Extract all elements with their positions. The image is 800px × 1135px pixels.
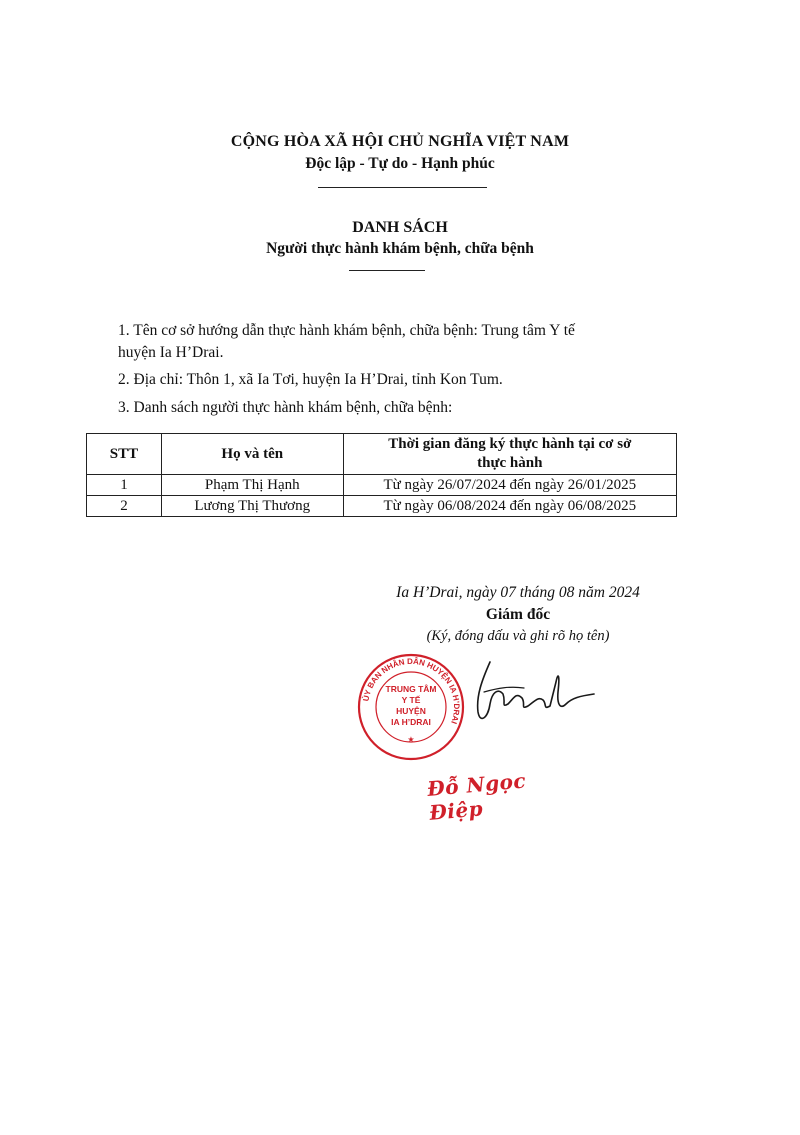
header-divider [318,187,487,188]
row-stt: 1 [87,475,162,496]
practitioner-table [86,433,677,517]
document-title: DANH SÁCH [352,219,448,236]
stamp-outer-text: ỦY BAN NHÂN DÂN HUYỆN IA H’DRAI [361,656,462,726]
address-paragraph: 2. Địa chỉ: Thôn 1, xã Ia Tơi, huyện Ia H’Drai, tỉnh Kon Tum. [118,371,503,388]
header-name: Họ và tên [161,434,343,475]
signer-name: Đỗ Ngọc Điệp [426,768,528,825]
stamp-line-2: Y TẾ [401,695,421,705]
header-period-line-1: Thời gian đăng ký thực hành tại cơ sở [388,436,632,452]
signer-role: Giám đốc [485,606,551,623]
table-row [87,496,677,517]
facility-line-1: 1. Tên cơ sở hướng dẫn thực hành khám bệnh, chữa bệnh: Trung tâm Y tế [118,322,575,339]
list-intro-paragraph: 3. Danh sách người thực hành khám bệnh, chữa bệnh: [118,399,453,416]
stamp-line-3: HUYỆN [396,706,426,716]
row-stt: 2 [87,496,162,517]
handwritten-signature [448,652,598,732]
table-row [87,475,677,496]
row-period: Từ ngày 26/07/2024 đến ngày 26/01/2025 [343,475,676,496]
header-period-line-2: thực hành [477,455,543,471]
stamp-line-4: IA H’DRAI [391,717,431,727]
row-name: Lương Thị Thương [161,496,343,517]
header-stt: STT [87,434,162,475]
stamp-line-1: TRUNG TÂM [385,684,437,694]
header-period [343,434,676,475]
national-motto: Độc lập - Tự do - Hạnh phúc [305,155,495,172]
row-name: Phạm Thị Hạnh [161,475,343,496]
title-divider [349,270,425,271]
document-subtitle: Người thực hành khám bệnh, chữa bệnh [266,240,534,257]
national-title: CỘNG HÒA XÃ HỘI CHỦ NGHĨA VIỆT NAM [230,133,570,150]
stamp-star-icon: ★ [407,735,415,744]
signing-place-date: Ia H’Drai, ngày 07 tháng 08 năm 2024 [396,584,640,601]
row-period: Từ ngày 06/08/2024 đến ngày 06/08/2025 [343,496,676,517]
facility-paragraph [118,320,678,364]
facility-line-2: huyện Ia H’Drai. [118,344,224,361]
signing-note: (Ký, đóng dấu và ghi rõ họ tên) [426,628,610,644]
table-header-row [87,434,677,475]
